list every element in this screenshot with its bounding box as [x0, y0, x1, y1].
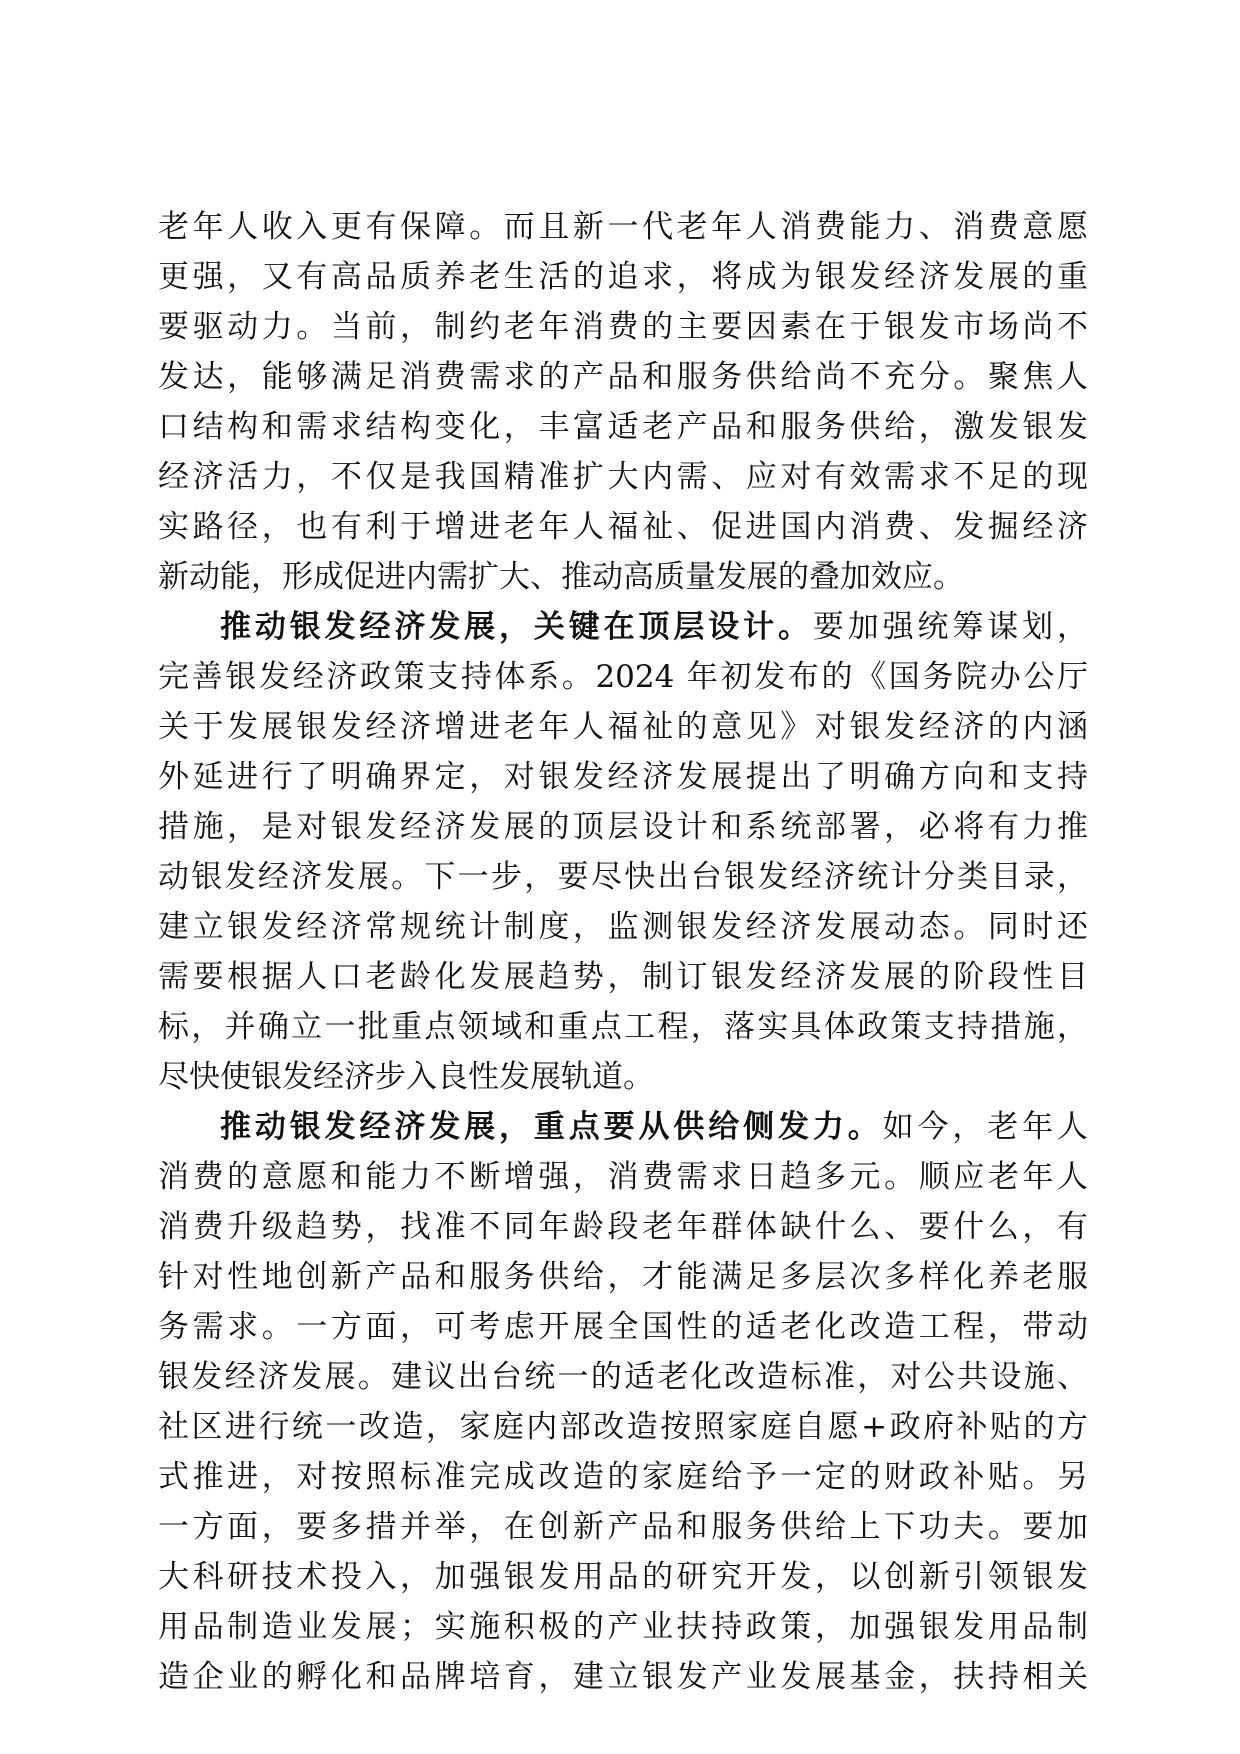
text-line: 推动银发经济发展，重点要从供给侧发力。如今，老年人: [220, 1109, 1088, 1145]
text-line: 用品制造业发展；实施积极的产业扶持政策，加强银发用品制: [158, 1609, 1088, 1645]
text-line: 关于发展银发经济增进老年人福祉的意见》对银发经济的内涵: [158, 709, 1088, 745]
text-line: 实路径，也有利于增进老年人福祉、促进国内消费、发掘经济: [158, 509, 1088, 545]
body-text: [158, 202, 1088, 1702]
text-line: 措施，是对银发经济发展的顶层设计和系统部署，必将有力推: [158, 809, 1088, 845]
text-line: 需要根据人口老龄化发展趋势，制订银发经济发展的阶段性目: [158, 959, 1088, 995]
text-line: 消费的意愿和能力不断增强，消费需求日趋多元。顺应老年人: [158, 1159, 1088, 1195]
text-line: 银发经济发展。建议出台统一的适老化改造标准，对公共设施、: [158, 1359, 1088, 1395]
text-line: 大科研技术投入，加强银发用品的研究开发，以创新引领银发: [158, 1559, 1088, 1595]
text-line: 动银发经济发展。下一步，要尽快出台银发经济统计分类目录，: [158, 859, 1088, 895]
text-line: 更强，又有高品质养老生活的追求，将成为银发经济发展的重: [158, 259, 1088, 295]
text-line: 新动能，形成促进内需扩大、推动高质量发展的叠加效应。: [158, 559, 964, 595]
text-line: 建立银发经济常规统计制度，监测银发经济发展动态。同时还: [158, 909, 1088, 945]
text-line: 推动银发经济发展，关键在顶层设计。要加强统筹谋划，: [220, 609, 1088, 645]
paragraph-3: [158, 1102, 1088, 1702]
text-line: 消费升级趋势，找准不同年龄段老年群体缺什么、要什么，有: [158, 1209, 1088, 1245]
text-line: 外延进行了明确界定，对银发经济发展提出了明确方向和支持: [158, 759, 1088, 795]
text-line: 完善银发经济政策支持体系。2024 年初发布的《国务院办公厅: [158, 659, 1088, 695]
paragraph-1: [158, 202, 1088, 602]
text-line: 尽快使银发经济步入良性发展轨道。: [158, 1059, 654, 1095]
text-line: 针对性地创新产品和服务供给，才能满足多层次多样化养老服: [158, 1259, 1088, 1295]
paragraph-heading: 推动银发经济发展，关键在顶层设计。: [220, 609, 813, 645]
text-line: 发达，能够满足消费需求的产品和服务供给尚不充分。聚焦人: [158, 359, 1088, 395]
paragraph-2: [158, 602, 1088, 1102]
text-line: 务需求。一方面，可考虑开展全国性的适老化改造工程，带动: [158, 1309, 1088, 1345]
paragraph-heading: 推动银发经济发展，重点要从供给侧发力。: [220, 1109, 883, 1145]
text-line: 社区进行统一改造，家庭内部改造按照家庭自愿+政府补贴的方: [158, 1409, 1088, 1445]
text-line: 造企业的孵化和品牌培育，建立银发产业发展基金，扶持相关: [158, 1659, 1088, 1695]
text-line: 一方面，要多措并举，在创新产品和服务供给上下功夫。要加: [158, 1509, 1088, 1545]
text-line: 口结构和需求结构变化，丰富适老产品和服务供给，激发银发: [158, 409, 1088, 445]
text-line: 老年人收入更有保障。而且新一代老年人消费能力、消费意愿: [158, 209, 1088, 245]
text-line: 要驱动力。当前，制约老年消费的主要因素在于银发市场尚不: [158, 309, 1088, 345]
text-line: 式推进，对按照标准完成改造的家庭给予一定的财政补贴。另: [158, 1459, 1088, 1495]
text-line: 经济活力，不仅是我国精准扩大内需、应对有效需求不足的现: [158, 459, 1088, 495]
text-line: 标，并确立一批重点领域和重点工程，落实具体政策支持措施，: [158, 1009, 1088, 1045]
